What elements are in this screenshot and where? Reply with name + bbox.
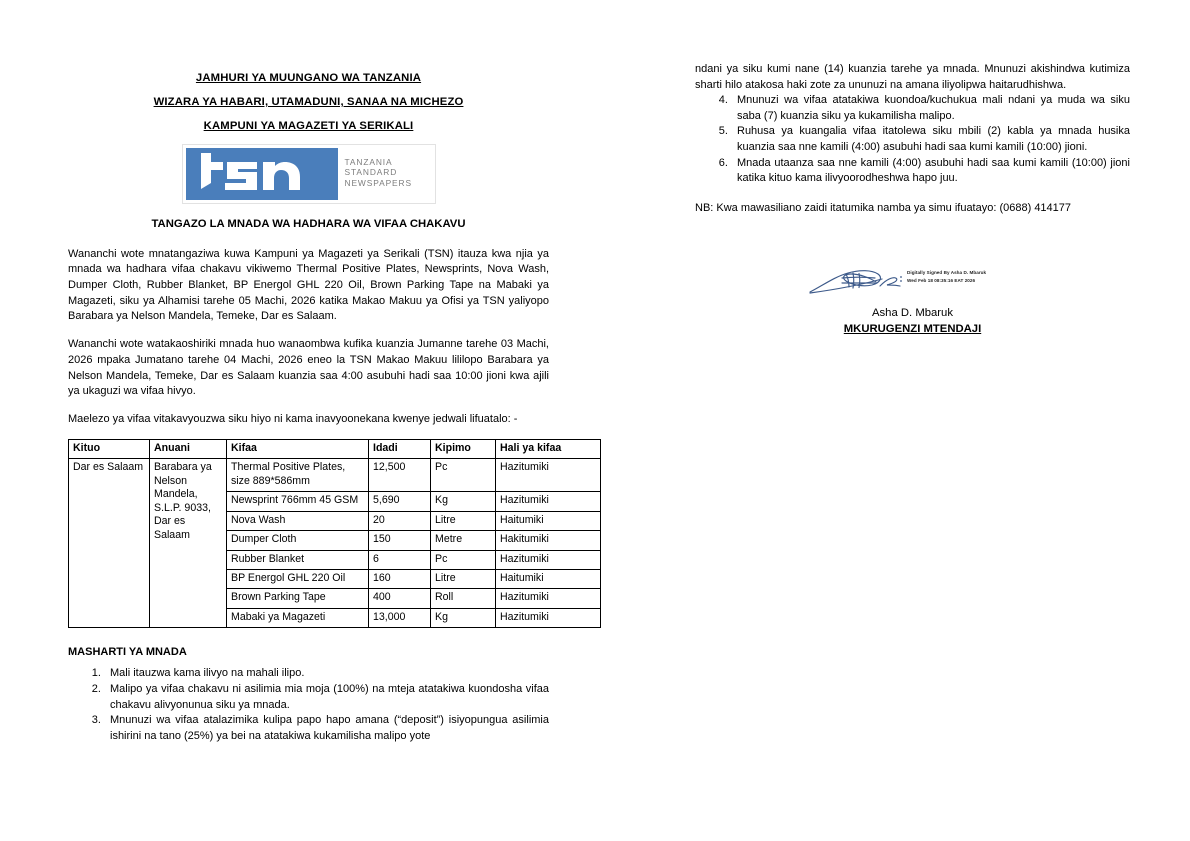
paragraph-1: Wananchi wote mnatangaziwa kuwa Kampuni ya Magazeti ya Serikali (TSN) itauza kwa njia ya mnada wa hadhara vifaa chakavu vikiwemo Thermal Positive Plates, Newsprints, Nova Wash, Dumper Cloth, Rubber Blanket, BP Energol GHL 220 Oil, Brown Parking Tape na Mabaki ya Magazeti, siku ya Alhamisi tarehe 05 Machi, 2026 katika Makao Makuu ya Ofisi ya TSN yaliyopo Barabara ya Nelson Mandela, Temeke, Dar es Salaam. [68, 247, 549, 323]
terms-item: 1. Mali itauzwa kama ilivyo na mahali ilipo. [104, 666, 549, 682]
header-line-1: JAMHURI YA MUUNGANO WA TANZANIA [195, 72, 422, 84]
cell-qty: 150 [369, 531, 431, 550]
terms-item: 6. Mnada utaanza saa nne kamili (4:00) asubuhi hadi saa kumi kamili (10:00) jioni katika kituo kama ilivyoorodheshwa hapo juu. [731, 156, 1130, 187]
terms-item: 5. Ruhusa ya kuangalia vifaa itatolewa siku mbili (2) kabla ya mnada husika kuanzia saa nne kamili (4:00) asubuhi hadi saa kumi kamili (10:00) jioni. [731, 124, 1130, 155]
cell-condition: Hazitumiki [496, 459, 601, 492]
terms-item: 4. Mnunuzi wa vifaa atatakiwa kuondoa/kuchukua mali ndani ya muda wa siku saba (7) kuanzia siku ya kukamilisha malipo. [731, 93, 1130, 124]
cell-unit: Roll [431, 589, 496, 608]
cell-unit: Litre [431, 570, 496, 589]
terms-item: 2. Malipo ya vifaa chakavu ni asilimia mia moja (100%) na mteja atatakiwa kuondosha vifaa chakavu alivyonunua siku ya mnada. [104, 682, 549, 713]
cell-station: Dar es Salaam [69, 459, 150, 628]
cell-unit: Metre [431, 531, 496, 550]
digital-signature-signer: Digitally Signed By Asha D. Mbaruk [907, 270, 987, 276]
column-header-anuani: Anuani [150, 439, 227, 458]
cell-item: Newsprint 766mm 45 GSM [227, 492, 369, 511]
cell-unit: Litre [431, 511, 496, 530]
logo-word-line-1: TANZANIA [344, 156, 393, 167]
cell-item: Rubber Blanket [227, 550, 369, 569]
advert-title: TANGAZO LA MNADA WA HADHARA WA VIFAA CHAKAVU [151, 217, 466, 230]
cell-qty: 5,690 [369, 492, 431, 511]
cell-qty: 6 [369, 550, 431, 569]
digital-signature-meta [907, 269, 986, 284]
cell-unit: Pc [431, 550, 496, 569]
column-header-kipimo: Kipimo [431, 439, 496, 458]
column-header-hali: Hali ya kifaa [496, 439, 601, 458]
cell-qty: 160 [369, 570, 431, 589]
cell-condition: Hazitumiki [496, 589, 601, 608]
header-line-3: KAMPUNI YA MAGAZETI YA SERIKALI [203, 119, 414, 132]
signatory-name: Asha D. Mbaruk [872, 307, 953, 320]
header-line-2: WIZARA YA HABARI, UTAMADUNI, SANAA NA MICHEZO [153, 95, 464, 108]
paragraph-2: Wananchi wote watakaoshiriki mnada huo wanaombwa kufika kuanzia Jumanne tarehe 03 Machi, 2026 mpaka Jumatano tarehe 04 Machi, 2026 eneo la TSN Makao Makuu lililopo Barabara ya Nelson Mandela, Temeke, Dar es Salaam kuanzia saa 4:00 asubuhi hadi saa 10:00 jioni kwa ajili ya ukaguzi wa vifaa hivyo. [68, 338, 549, 398]
right-column [695, 62, 1130, 337]
cell-qty: 400 [369, 589, 431, 608]
table-row [69, 459, 601, 492]
cell-item: Thermal Positive Plates, size 889*586mm [227, 459, 369, 492]
cell-condition: Hazitumiki [496, 608, 601, 627]
signature-block [695, 268, 1130, 337]
left-column [68, 62, 562, 744]
terms-title: MASHARTI YA MNADA [68, 646, 187, 659]
terms-list-right [695, 93, 1130, 187]
cell-item: Mabaki ya Magazeti [227, 608, 369, 627]
cell-condition: Hakitumiki [496, 531, 601, 550]
cell-condition: Hazitumiki [496, 492, 601, 511]
cell-item: BP Energol GHL 220 Oil [227, 570, 369, 589]
column-header-idadi: Idadi [369, 439, 431, 458]
items-table [68, 439, 601, 629]
cell-qty: 13,000 [369, 608, 431, 627]
terms-item: 3. Mnunuzi wa vifaa atalazimika kulipa papo hapo amana (“deposit”) isiyopungua asilimia ishirini na tano (25%) ya bei na atatakiwa kukamilisha malipo yote [104, 713, 549, 744]
cell-unit: Kg [431, 608, 496, 627]
terms-list-left [68, 666, 549, 744]
cell-condition: Hazitumiki [496, 550, 601, 569]
column-header-kifaa: Kifaa [227, 439, 369, 458]
logo-wordmark [345, 157, 412, 189]
cell-condition: Haitumiki [496, 511, 601, 530]
terms-item-3-continuation: ndani ya siku kumi nane (14) kuanzia tarehe ya mnada. Mnunuzi akishindwa kutimiza sharti hilo atakosa haki zote za ununuzi na amana iliyolipwa haitarudhishwa. [695, 63, 1130, 91]
cell-condition: Haitumiki [496, 570, 601, 589]
contact-note: NB: Kwa mawasiliano zaidi itatumika namba ya simu ifuatayo: (0688) 414177 [695, 201, 1072, 214]
cell-unit: Pc [431, 459, 496, 492]
logo-tsn-lettermark-icon [183, 145, 335, 197]
logo-word-line-3: NEWSPAPERS [344, 177, 412, 188]
cell-qty: 12,500 [369, 459, 431, 492]
tsn-logo [182, 144, 436, 204]
paragraph-3: Maelezo ya vifaa vitakavyouzwa siku hiyo ni kama inavyoonekana kwenye jedwali lifuatalo: - [68, 413, 518, 426]
cell-item: Brown Parking Tape [227, 589, 369, 608]
table-header-row [69, 439, 601, 458]
logo-word-line-2: STANDARD [344, 167, 398, 178]
digital-signature-timestamp: Wed Feb 18 08:35:16 EAT 2026 [907, 277, 976, 283]
logo-container [68, 144, 549, 204]
cell-address: Barabara ya Nelson Mandela, S.L.P. 9033, Dar es Salaam [150, 459, 227, 628]
handwritten-signature-icon [808, 264, 912, 298]
signatory-role: MKURUGENZI MTENDAJI [843, 322, 982, 335]
column-header-kituo: Kituo [69, 439, 150, 458]
cell-item: Dumper Cloth [227, 531, 369, 550]
table-body [69, 459, 601, 628]
cell-qty: 20 [369, 511, 431, 530]
cell-item: Nova Wash [227, 511, 369, 530]
signature-row [695, 268, 1130, 306]
cell-unit: Kg [431, 492, 496, 511]
